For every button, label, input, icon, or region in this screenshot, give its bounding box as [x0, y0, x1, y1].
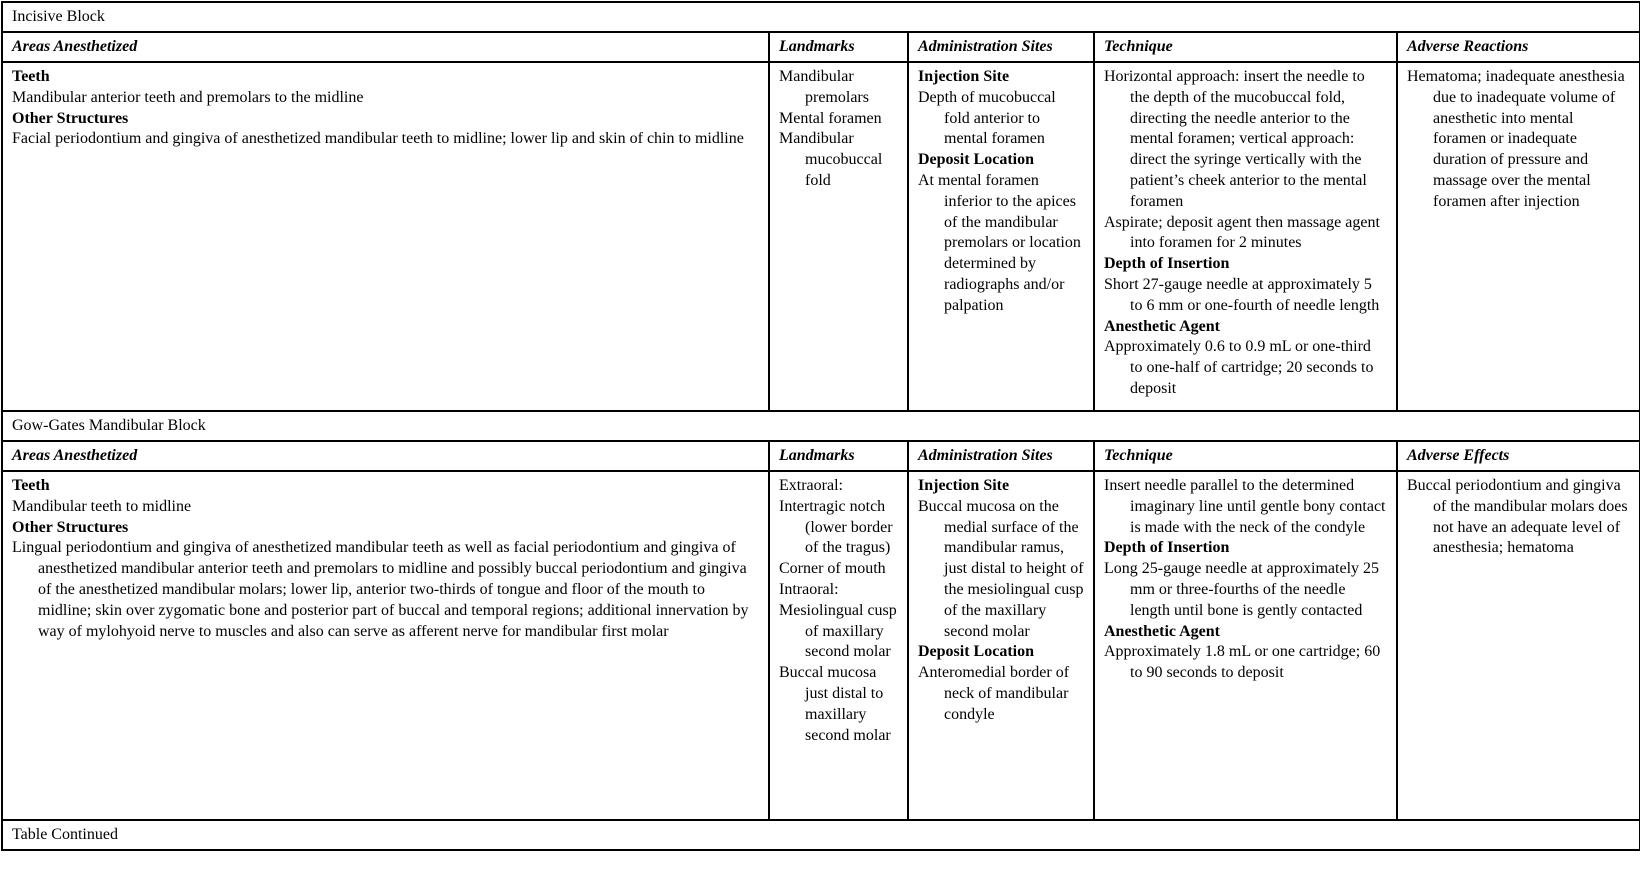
header-landmarks: Landmarks: [769, 32, 908, 62]
agent-label: Anesthetic Agent: [1104, 622, 1220, 640]
teeth-label: Teeth: [12, 477, 50, 494]
injection-site-label: Injection Site: [918, 68, 1010, 85]
header-landmarks: Landmarks: [769, 441, 908, 471]
header-row: [2, 441, 1640, 471]
landmark-item: Corner of mouth: [779, 560, 886, 578]
injection-site-text: Buccal mucosa on the medial surface of the mandibular ramus, just distal to height of the mesiolingual cusp of the maxillary second molar: [918, 497, 1084, 640]
agent-text: Approximately 1.8 mL or one cartridge; 60 to 90 seconds to deposit: [1104, 643, 1381, 682]
header-technique: Technique: [1094, 32, 1397, 62]
landmark-item: Mesiolingual cusp of maxillary second molar: [779, 601, 897, 661]
technique-cell: [1094, 62, 1397, 411]
section-title: Incisive Block: [2, 2, 1640, 32]
agent-text: Approximately 0.6 to 0.9 mL or one-third to one-half of cartridge; 20 seconds to deposit: [1104, 338, 1374, 397]
teeth-text: Mandibular anterior teeth and premolars to the midline: [12, 88, 364, 106]
areas-cell: [2, 471, 769, 820]
header-areas: Areas Anesthetized: [2, 441, 769, 471]
technique-text: Aspirate; deposit agent then massage agent into foramen for 2 minutes: [1104, 213, 1380, 252]
deposit-location-text: Anteromedial border of neck of mandibular condyle: [918, 664, 1070, 723]
depth-text: Long 25-gauge needle at approximately 25 mm or three-fourths of the needle length until bone is gently contacted: [1104, 560, 1380, 619]
landmark-item: Mental foramen: [779, 109, 882, 127]
teeth-text: Mandibular teeth to midline: [12, 497, 192, 515]
technique-text: Horizontal approach: insert the needle to the depth of the mucobuccal fold, directing the needle anterior to the mental foramen; vertical approach: direct the syringe vertically with the patient’s cheek anterior to the mental foramen: [1104, 68, 1367, 210]
header-admin-sites: Administration Sites: [908, 441, 1094, 471]
anesthesia-table: [1, 1, 1640, 851]
other-structures-label: Other Structures: [12, 109, 129, 127]
deposit-location-text: At mental foramen inferior to the apices of the mandibular premolars or location determined by radiographs and/or palpation: [918, 171, 1081, 314]
header-row: [2, 32, 1640, 62]
footer-row: [2, 820, 1640, 850]
landmark-item: Mandibular premolars: [779, 68, 869, 106]
adverse-text: Buccal periodontium and gingiva of the mandibular molars does not have an adequate level of anesthesia; hematoma: [1407, 477, 1628, 557]
injection-site-text: Depth of mucobuccal fold anterior to mental foramen: [918, 88, 1056, 148]
landmark-item: Intraoral:: [779, 580, 839, 598]
landmark-item: Extraoral:: [779, 477, 843, 494]
header-adverse: Adverse Reactions: [1397, 32, 1640, 62]
header-areas: Areas Anesthetized: [2, 32, 769, 62]
admin-sites-cell: [908, 62, 1094, 411]
depth-label: Depth of Insertion: [1104, 255, 1230, 273]
other-structures-text: Facial periodontium and gingiva of anesthetized mandibular teeth to midline; lower lip and skin of chin to midline: [12, 130, 744, 148]
header-technique: Technique: [1094, 441, 1397, 471]
deposit-location-label: Deposit Location: [918, 151, 1034, 169]
landmark-item: Intertragic notch (lower border of the tragus): [779, 497, 893, 557]
content-row: [2, 62, 1640, 411]
landmark-item: Buccal mucosa just distal to maxillary second molar: [779, 664, 891, 744]
section-title-row: [2, 2, 1640, 32]
depth-label: Depth of Insertion: [1104, 539, 1230, 557]
adverse-cell: [1397, 62, 1640, 411]
other-structures-text: Lingual periodontium and gingiva of anesthetized mandibular teeth as well as facial periodontium and gingiva of anesthetized mandibular anterior teeth and premolars to midline and possibly buccal periodontium and gingiva of the anesthetized mandibular molars; lower lip, anterior two-thirds of tongue and floor of the mouth to midline; skin over zygomatic bone and posterior part of buccal and temporal regions; additional innervation by way of mylohyoid nerve to muscles and also can serve as afferent nerve for mandibular first molar: [12, 539, 749, 640]
landmark-item: Mandibular mucobuccal fold: [779, 130, 883, 189]
section-title-row: [2, 411, 1640, 441]
content-row: [2, 471, 1640, 820]
other-structures-label: Other Structures: [12, 518, 129, 536]
deposit-location-label: Deposit Location: [918, 643, 1034, 661]
teeth-label: Teeth: [12, 68, 50, 85]
adverse-text: Hematoma; inadequate anesthesia due to inadequate volume of anesthetic into mental foramen or inadequate duration of pressure and massage over the mental foramen after injection: [1407, 68, 1625, 210]
areas-cell: [2, 62, 769, 411]
table-continued-note: Table Continued: [2, 820, 1640, 850]
agent-label: Anesthetic Agent: [1104, 317, 1220, 335]
header-admin-sites: Administration Sites: [908, 32, 1094, 62]
landmarks-cell: [769, 471, 908, 820]
section-title: Gow-Gates Mandibular Block: [2, 411, 1640, 441]
header-adverse: Adverse Effects: [1397, 441, 1640, 471]
injection-site-label: Injection Site: [918, 477, 1010, 494]
depth-text: Short 27-gauge needle at approximately 5 to 6 mm or one-fourth of needle length: [1104, 275, 1380, 314]
technique-cell: [1094, 471, 1397, 820]
technique-text: Insert needle parallel to the determined imaginary line until gentle bony contact is made with the neck of the condyle: [1104, 477, 1386, 536]
adverse-cell: [1397, 471, 1640, 820]
landmarks-cell: [769, 62, 908, 411]
admin-sites-cell: [908, 471, 1094, 820]
